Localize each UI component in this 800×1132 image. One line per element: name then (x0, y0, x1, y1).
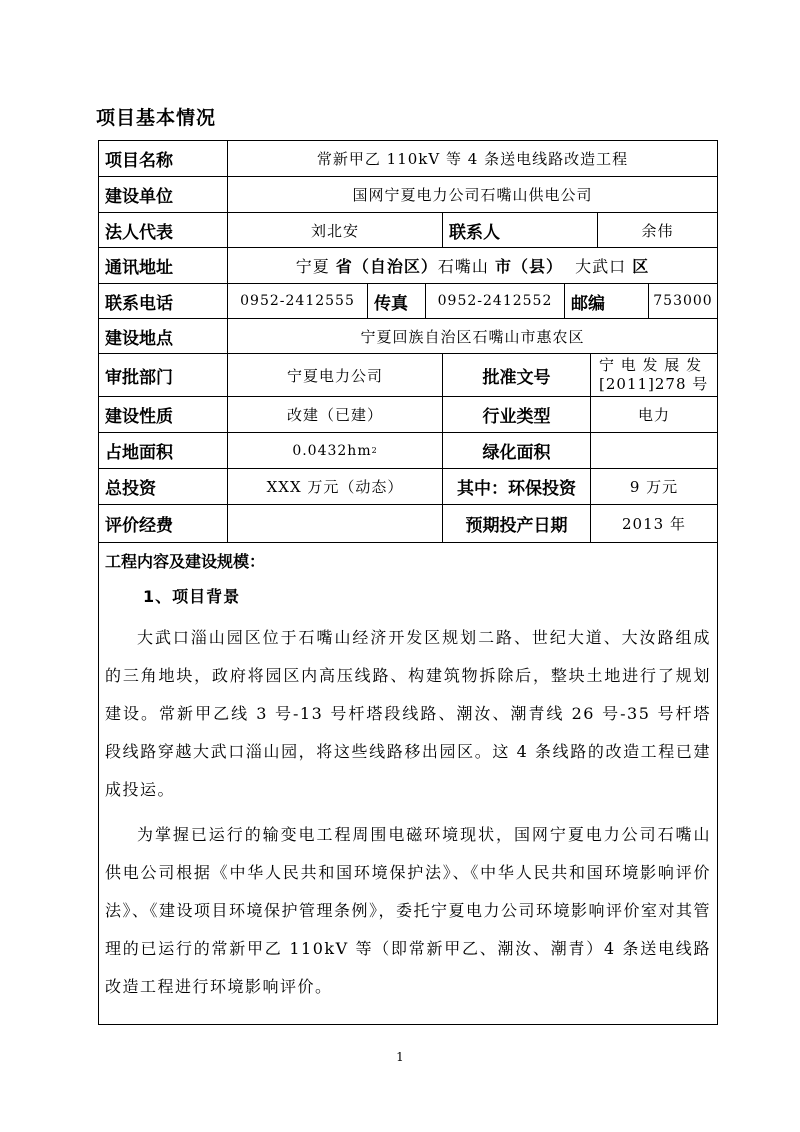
paragraph-background: 大武口淄山园区位于石嘴山经济开发区规划二路、世纪大道、大汝路组成的三角地块，政府将园区内高压线路、构建筑物拆除后，整块土地进行了规划建设。常新甲乙线 3 号-13 号杆塔段线路、潮汝、潮青线 26 号-35 号杆塔段线路穿越大武口淄山园，将这些线路移出园区。这 4 条线路的改造工程已建成投运。 (105, 628, 711, 799)
value-area (227, 433, 442, 468)
label-legal-rep: 法人代表 (105, 222, 173, 243)
address-district: 大武口 (575, 257, 627, 276)
value-postcode: 753000 (648, 284, 717, 318)
label-contact: 联系人 (442, 213, 597, 247)
label-project-name: 项目名称 (105, 151, 173, 171)
value-contact: 余伟 (597, 213, 717, 247)
project-content (99, 543, 717, 1024)
page-heading: 项目基本情况 (96, 107, 217, 129)
value-approval: 宁夏电力公司 (227, 354, 442, 396)
area-number: 0.0432hm (292, 442, 372, 459)
page-number: 1 (396, 1050, 404, 1064)
row-phone (99, 284, 717, 319)
value-site: 宁夏回族自治区石嘴山市惠农区 (227, 319, 717, 353)
label-industry: 行业类型 (442, 397, 590, 432)
value-env-investment: 9 万元 (590, 469, 717, 504)
address-city-unit: 市（县） (494, 257, 563, 276)
value-legal-rep: 刘北安 (227, 213, 442, 247)
value-builder: 国网宁夏电力公司石嘴山供电公司 (227, 177, 717, 212)
value-investment: XXX 万元（动态） (227, 469, 442, 504)
value-cost (227, 505, 442, 542)
address-province: 宁夏 (295, 257, 330, 276)
value-fax: 0952-2412552 (425, 284, 564, 318)
label-operation-date: 预期投产日期 (442, 505, 590, 542)
row-project-name (99, 141, 717, 177)
project-info-table (98, 140, 718, 1025)
area-unit-superscript: 2 (371, 446, 378, 455)
label-postcode: 邮编 (564, 284, 648, 318)
row-site (99, 319, 717, 354)
paragraph-purpose: 为掌握已运行的输变电工程周围电磁环境现状，国网宁夏电力公司石嘴山供电公司根据《中华人民共和国环境保护法》、《中华人民共和国环境影响评价法》、《建设项目环境保护管理条例》，委托宁夏电力公司环境影响评价室对其管理的已运行的常新甲乙 110kV 等（即常新甲乙、潮汝、潮青）4 条送电线路改造工程进行环境影响评价。 (105, 825, 712, 996)
row-address (99, 248, 717, 284)
value-address (227, 248, 717, 283)
row-legal-rep (99, 213, 717, 248)
label-phone: 联系电话 (105, 293, 173, 314)
label-env-investment: 其中：环保投资 (442, 469, 590, 504)
label-address: 通讯地址 (105, 258, 173, 278)
value-industry: 电力 (590, 397, 717, 432)
value-nature: 改建（已建） (227, 397, 442, 432)
value-green-area (590, 433, 717, 468)
address-district-unit: 区 (632, 257, 650, 276)
value-project-name: 常新甲乙 110kV 等 4 条送电线路改造工程 (227, 141, 717, 176)
row-investment (99, 469, 717, 505)
label-cost: 评价经费 (105, 516, 173, 536)
approval-doc-line1: 宁 电 发 展 发 (599, 356, 703, 374)
label-site: 建设地点 (105, 328, 173, 349)
address-city: 石嘴山 (437, 257, 489, 276)
sub-title: 1、项目背景 (143, 587, 241, 606)
row-builder (99, 177, 717, 213)
approval-doc-line2: [2011]278 号 (599, 375, 709, 393)
label-fax: 传真 (367, 284, 425, 318)
label-nature: 建设性质 (105, 407, 173, 427)
row-area (99, 433, 717, 469)
label-area: 占地面积 (105, 443, 173, 463)
label-approval: 审批部门 (105, 367, 173, 388)
row-nature (99, 397, 717, 433)
value-operation-date: 2013 年 (590, 505, 717, 542)
label-builder: 建设单位 (105, 187, 173, 207)
row-cost (99, 505, 717, 543)
row-approval (99, 354, 717, 397)
value-approval-doc (590, 354, 717, 396)
address-province-unit: 省（自治区） (335, 257, 438, 276)
label-green-area: 绿化面积 (442, 433, 590, 468)
section-title: 工程内容及建设规模： (105, 552, 266, 571)
value-phone: 0952-2412555 (227, 284, 367, 318)
label-investment: 总投资 (105, 479, 156, 499)
label-approval-doc: 批准文号 (442, 354, 590, 396)
